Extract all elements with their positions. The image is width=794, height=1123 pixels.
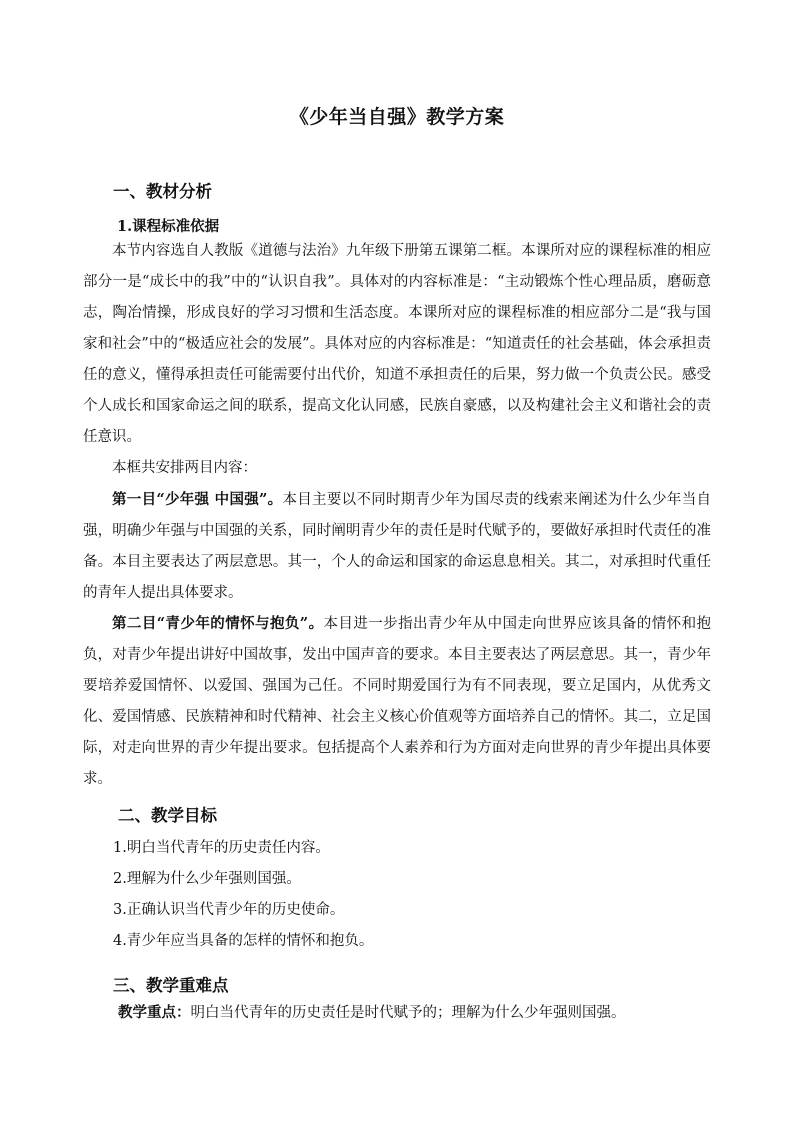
objective-item: 1.明白当代青年的历史责任内容。 [113, 840, 330, 856]
paragraph-part-two [83, 608, 711, 795]
paragraph-part-one [83, 484, 711, 609]
key-point-text: 明白当代青年的历史责任是时代赋予的；理解为什么少年强则国强。 [190, 1005, 626, 1021]
paragraph-curriculum: 本节内容选自人教版《道德与法治》九年级下册第五课第二框。本课所对应的课程标准的相应部分一是“成长中的我”中的“认识自我”。具体对的内容标准是：“主动锻炼个性心理品质，磨砺意志，陶冶情操，形成良好的学习习惯和生活态度。本课所对应的课程标准的相应部分二是“我与国家和社会”中的“极适应社会的发展”。具体对应的内容标准是：“知道责任的社会基础，体会承担责任的意义，懂得承担责任可能需要付出代价，知道不承担责任的后果，努力做一个负责公民。感受个人成长和国家命运之间的联系，提高文化认同感，民族自豪感，以及构建社会主义和谐社会的责任意识。 [83, 243, 711, 445]
document-title: 《少年当自强》教学方案 [289, 106, 505, 128]
key-point-line [118, 1003, 626, 1023]
section-heading-materials: 一、教材分析 [113, 182, 212, 201]
part-two-label: 第二目“青少年的情怀与抱负”。 [112, 615, 324, 632]
paragraph-overview: 本框共安排两目内容： [112, 460, 257, 476]
objective-item: 2.理解为什么少年强则国强。 [113, 871, 301, 887]
section-heading-objectives: 二、教学目标 [118, 806, 217, 825]
part-two-text: 本目进一步指出青少年从中国走向世界应该具备的情怀和抱负，对青少年提出讲好中国故事，发出中国声音的要求。本目主要表达了两层意思。其一，青少年要培养爱国情怀、以爱国、强国为己任。不同时期爱国行为有不同表现，要立足国内，从优秀文化、爱国情感、民族精神和时代精神、社会主义核心价值观等方面培养自己的情怀。其二，立足国际，对走向世界的青少年提出要求。包括提高个人素养和行为方面对走向世界的青少年提出具体要求。 [83, 616, 711, 787]
part-one-label: 第一目“少年强 中国强”。 [112, 491, 283, 508]
objective-item: 4.青少年应当具备的怎样的情怀和抱负。 [113, 933, 374, 949]
key-point-label: 教学重点： [118, 1004, 191, 1021]
subheading-curriculum-basis: 1.课程标准依据 [117, 218, 220, 235]
part-one-text: 本目主要以不同时期青少年为国尽责的线索来阐述为什么少年当自强，明确少年强与中国强的关系，同时阐明青少年的责任是时代赋予的，要做好承担时代责任的准备。本目主要表达了两层意思。其一，个人的命运和国家的命运息息相关。其二，对承担时代重任的青年人提出具体要求。 [83, 492, 712, 601]
section-heading-key-points: 三、教学重难点 [113, 976, 229, 995]
objective-item: 3.正确认识当代青少年的历史使命。 [113, 902, 345, 918]
